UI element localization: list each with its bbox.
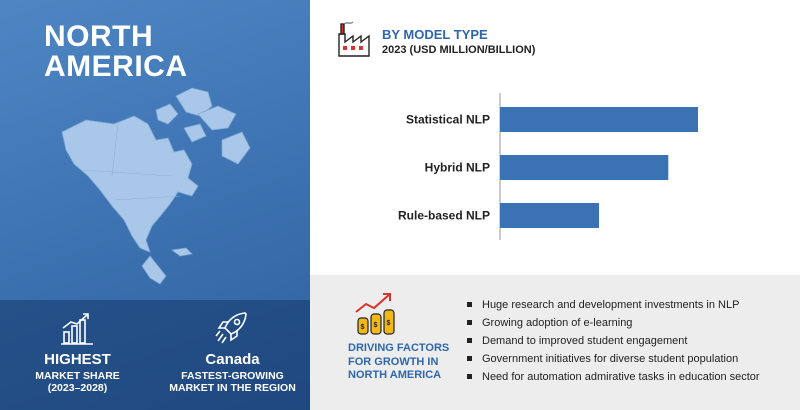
category-label: Rule-based NLP <box>397 208 490 223</box>
driving-label-line2: FOR GROWTH IN <box>348 355 439 368</box>
chart-subtitle: 2023 (USD MILLION/BILLION) <box>382 44 536 56</box>
bullet-icon <box>467 374 472 379</box>
list-item <box>463 316 760 334</box>
stat-fastest-caption-line2: MARKET IN THE REGION <box>169 382 296 394</box>
list-item <box>463 298 760 316</box>
factory-icon <box>335 20 375 60</box>
region-title <box>44 22 188 82</box>
stat-highest <box>0 300 155 410</box>
stat-highest-caption <box>0 370 155 394</box>
model-type-bar-chart <box>320 85 790 265</box>
rocket-icon <box>215 310 249 346</box>
stats-strip <box>0 300 310 410</box>
category-label: Hybrid NLP <box>424 160 490 175</box>
stat-fastest-value: Canada <box>205 351 260 368</box>
list-item-text: Demand to improved student engagement <box>482 335 688 347</box>
region-panel <box>0 0 310 410</box>
north-america-map-icon <box>52 80 252 290</box>
stat-fastest-caption <box>155 370 310 394</box>
coins-growth-icon <box>352 290 400 338</box>
bar <box>500 203 599 228</box>
list-item <box>463 352 760 370</box>
driving-factors-label <box>348 342 449 383</box>
stat-highest-value: HIGHEST <box>44 351 111 368</box>
bullet-icon <box>467 320 472 325</box>
region-title-line2: AMERICA <box>44 50 188 83</box>
bullet-icon <box>467 302 472 307</box>
region-title-line1: NORTH <box>44 20 154 53</box>
list-item-text: Need for automation admirative tasks in education sector <box>482 371 760 383</box>
stat-highest-caption-line2: (2023–2028) <box>47 382 108 394</box>
list-item <box>463 370 760 388</box>
driving-label-line1: DRIVING FACTORS <box>348 342 450 354</box>
stat-highest-caption-line1: MARKET SHARE <box>35 370 120 382</box>
driving-label-line3: NORTH AMERICA <box>348 369 442 381</box>
svg-text:$: $ <box>360 324 365 331</box>
category-label: Statistical NLP <box>405 112 490 127</box>
list-item-text: Huge research and development investments in NLP <box>482 299 740 311</box>
stat-fastest <box>155 300 310 410</box>
bullet-icon <box>467 356 472 361</box>
bar <box>500 155 668 180</box>
svg-text:$: $ <box>373 322 378 329</box>
chart-title: BY MODEL TYPE <box>382 27 488 42</box>
list-item-text: Growing adoption of e-learning <box>482 317 633 329</box>
bar <box>500 107 698 132</box>
list-item-text: Government initiatives for diverse student population <box>482 353 739 365</box>
stat-fastest-caption-line1: FASTEST-GROWING <box>181 370 284 382</box>
driving-factors-list <box>463 298 760 388</box>
bullet-icon <box>467 338 472 343</box>
bar-growth-icon <box>60 310 94 346</box>
list-item <box>463 334 760 352</box>
svg-text:$: $ <box>386 320 391 327</box>
